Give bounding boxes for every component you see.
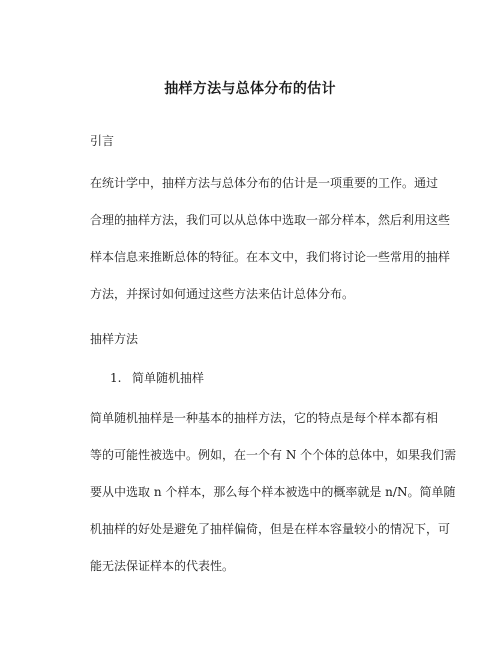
intro-line-1 xyxy=(90,165,439,202)
subsection-heading xyxy=(110,369,204,387)
method-line-2: 等的可能性被选中。例如，在一个有 N 个个体的总体中，如果我们需 xyxy=(90,448,457,462)
intro-line-2: 合理的抽样方法，我们可以从总体中选取一部分样本，然后利用这些 xyxy=(90,213,451,227)
method-line-1: 简单随机抽样是一种基本的抽样方法，它的特点是每个样本都有相 xyxy=(90,411,439,425)
intro-text-1: 在统计学中，抽样方法与总体分布的估计是一项重要的工作。通过 xyxy=(90,176,439,190)
document-title: 抽样方法与总体分布的估计 xyxy=(164,81,336,97)
intro-heading: 引言 xyxy=(90,134,115,148)
method-paragraph xyxy=(90,400,457,585)
method-heading: 抽样方法 xyxy=(90,332,139,346)
intro-line-3: 样本信息来推断总体的特征。在本文中，我们将讨论一些常用的抽样 xyxy=(90,250,451,264)
subsection-title: 简单随机抽样 xyxy=(132,371,205,385)
method-line-4: 机抽样的好处是避免了抽样偏倚，但是在样本容量较小的情况下，可 xyxy=(90,522,451,536)
method-line-5: 能无法保证样本的代表性。 xyxy=(90,559,235,573)
subsection-number: 1. xyxy=(110,371,122,385)
intro-paragraph xyxy=(90,165,451,313)
intro-line-4: 方法，并探讨如何通过这些方法来估计总体分布。 xyxy=(90,287,355,301)
method-line-3: 要从中选取 n 个样本，那么每个样本被选中的概率就是 n/N。简单随 xyxy=(90,485,456,499)
